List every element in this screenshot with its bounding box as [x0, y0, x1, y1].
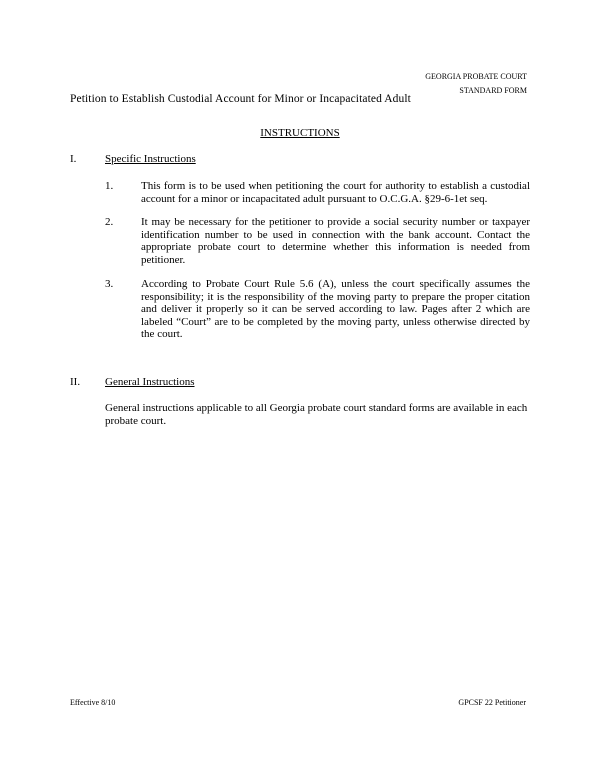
item-text: According to Probate Court Rule 5.6 (A), unless the court specifically assumes the responsibility; it is the responsibility of the moving party to prepare the proper citation and deliver it properly so it can be served according to law. Pages after 2 which are labeled “Court” are to be completed by the moving party, unless otherwise directed by the court. — [141, 278, 530, 340]
general-instructions-text: General instructions applicable to all Georgia probate court standard forms are available in each probate court. — [105, 402, 528, 427]
section-numeral: I. — [70, 153, 77, 165]
item-text: This form is to be used when petitioning the court for authority to establish a custodial account for a minor or incapacitated adult pursuant to O.C.G.A. §29-6-1et seq. — [141, 180, 530, 205]
instructions-heading: INSTRUCTIONS — [260, 127, 340, 139]
form-type: STANDARD FORM — [459, 86, 527, 95]
item-number: 3. — [105, 278, 114, 290]
item-number: 1. — [105, 180, 114, 192]
item-text: It may be necessary for the petitioner to provide a social security number or taxpayer identification number to be used in connection with the bank account. Contact the appropriate probate court to determine whether this information is needed from petitioner. — [141, 216, 530, 266]
footer-form-id: GPCSF 22 Petitioner — [458, 698, 526, 707]
court-name: GEORGIA PROBATE COURT — [425, 72, 527, 81]
form-title: Petition to Establish Custodial Account for Minor or Incapacitated Adult — [70, 93, 411, 105]
item-number: 2. — [105, 216, 114, 228]
footer-effective-date: Effective 8/10 — [70, 698, 116, 707]
section-title-general: General Instructions — [105, 376, 195, 388]
section-numeral: II. — [70, 376, 81, 388]
section-title-specific: Specific Instructions — [105, 153, 196, 165]
form-header — [425, 70, 527, 98]
